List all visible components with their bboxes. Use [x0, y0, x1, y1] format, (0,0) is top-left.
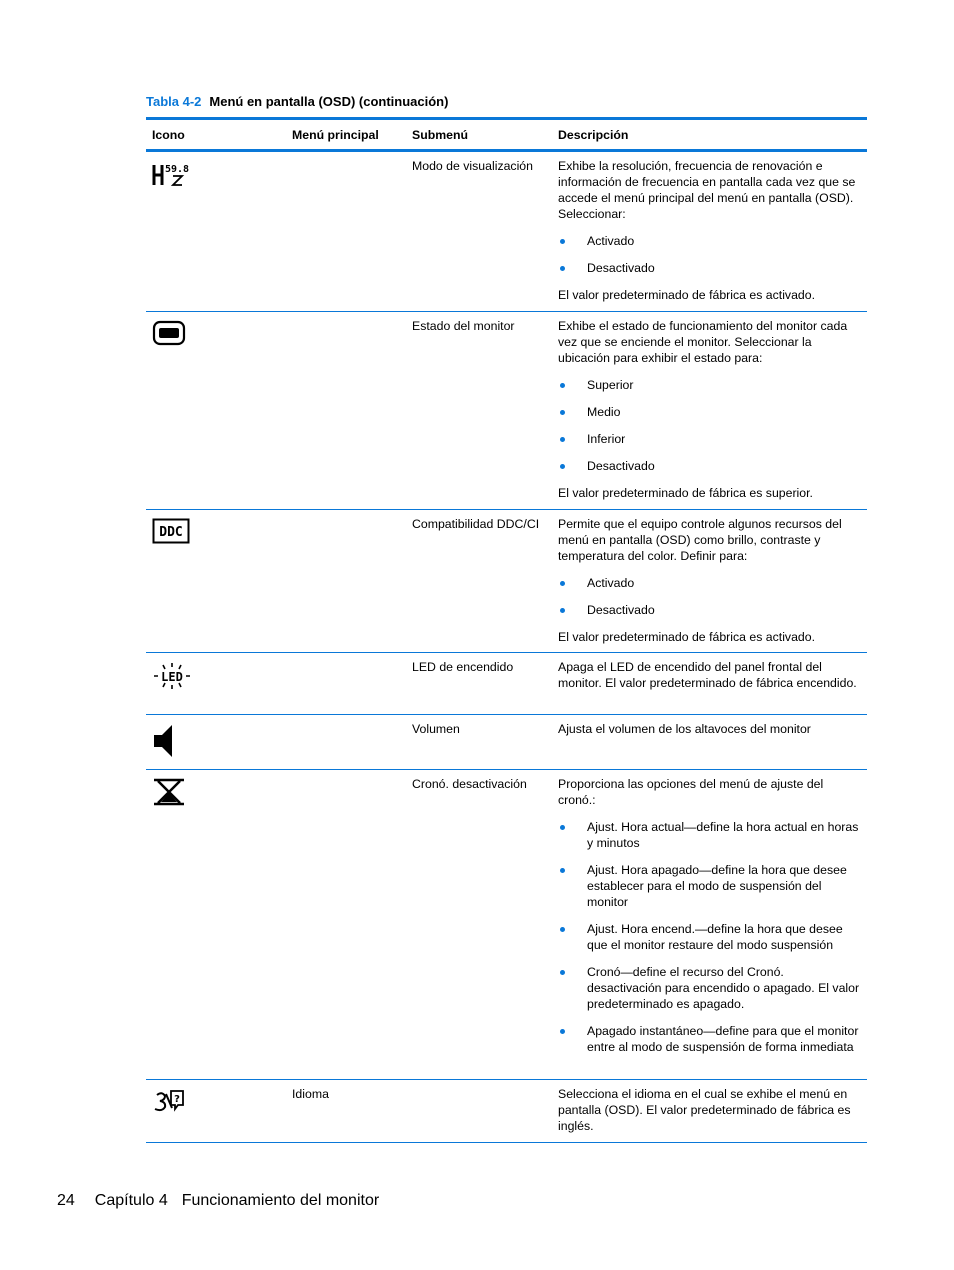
chapter-label: Capítulo 4	[94, 1192, 168, 1209]
submenu-cell: LED de encendido	[406, 653, 552, 715]
list-item: Cronó—define el recurso del Cronó. desactivación para encendido o apagado. El valor predeterminado es apagado.	[558, 964, 861, 1012]
list-item: Apagado instantáneo—define para que el monitor entre al modo de suspensión de forma inmediata	[558, 1023, 861, 1055]
svg-text:LED: LED	[161, 670, 183, 684]
option-list	[558, 575, 861, 618]
main-menu-cell	[286, 770, 406, 1080]
svg-text:DDC: DDC	[159, 525, 183, 540]
submenu-cell	[406, 1080, 552, 1143]
language-icon	[152, 1088, 280, 1114]
main-menu-cell	[286, 510, 406, 653]
list-item: Ajust. Hora actual—define la hora actual en horas y minutos	[558, 819, 861, 851]
description-text: Exhibe el estado de funcionamiento del monitor cada vez que se enciende el monitor. Seleccionar la ubicación para exhibir el estado para:	[558, 319, 848, 365]
submenu-cell: Cronó. desactivación	[406, 770, 552, 1080]
table-number: Tabla 4-2	[146, 94, 202, 109]
main-menu-cell: Idioma	[286, 1080, 406, 1143]
list-item: Ajust. Hora encend.—define la hora que desee que el monitor restaure del modo suspensión	[558, 921, 861, 953]
list-item: Inferior	[558, 431, 861, 447]
svg-text:?: ?	[174, 1094, 180, 1105]
main-menu-cell	[286, 653, 406, 715]
description-text: Permite que el equipo controle algunos recursos del menú en pantalla (OSD) como brillo, contraste y temperatura del color. Definir para:	[558, 517, 842, 563]
list-item: Superior	[558, 377, 861, 393]
description-text: Selecciona el idioma en el cual se exhibe el menú en pantalla (OSD). El valor predeterminado de fábrica es inglés.	[558, 1087, 851, 1133]
power-led-icon	[152, 661, 280, 691]
main-menu-cell	[286, 715, 406, 770]
submenu-cell: Modo de visualización	[406, 151, 552, 312]
page-number: 24	[57, 1192, 75, 1209]
description-cell	[552, 151, 867, 312]
list-item: Activado	[558, 233, 861, 249]
description-text: Ajusta el volumen de los altavoces del monitor	[558, 722, 811, 736]
submenu-cell: Volumen	[406, 715, 552, 770]
icon-cell	[146, 1080, 286, 1143]
main-menu-cell	[286, 312, 406, 510]
list-item: Activado	[558, 575, 861, 591]
description-cell	[552, 653, 867, 715]
list-item: Desactivado	[558, 458, 861, 474]
icon-cell	[146, 653, 286, 715]
icon-cell	[146, 510, 286, 653]
osd-menu-table	[146, 117, 867, 1143]
description-cell	[552, 510, 867, 653]
svg-text:59.8: 59.8	[165, 164, 190, 175]
monitor-status-icon	[152, 320, 280, 346]
icon-cell	[146, 151, 286, 312]
default-note: El valor predeterminado de fábrica es superior.	[558, 486, 813, 500]
icon-cell	[146, 312, 286, 510]
option-list	[558, 377, 861, 474]
icon-cell	[146, 715, 286, 770]
list-item: Desactivado	[558, 260, 861, 276]
page-footer	[57, 1192, 379, 1210]
speaker-icon	[152, 723, 280, 759]
default-note: El valor predeterminado de fábrica es activado.	[558, 288, 816, 302]
description-cell	[552, 770, 867, 1080]
submenu-cell: Compatibilidad DDC/CI	[406, 510, 552, 653]
description-text: Proporciona las opciones del menú de ajuste del cronó.:	[558, 777, 824, 807]
table-row	[146, 510, 867, 653]
table-row	[146, 653, 867, 715]
main-menu-cell	[286, 151, 406, 312]
list-item: Medio	[558, 404, 861, 420]
ddc-icon	[152, 518, 280, 544]
submenu-cell: Estado del monitor	[406, 312, 552, 510]
icon-cell	[146, 770, 286, 1080]
table-row	[146, 312, 867, 510]
table-row	[146, 770, 867, 1080]
table-title: Menú en pantalla (OSD) (continuación)	[209, 94, 449, 109]
list-item: Ajust. Hora apagado—define la hora que desee establecer para el modo de suspensión del monitor	[558, 862, 861, 910]
option-list	[558, 819, 861, 1055]
description-text: Exhibe la resolución, frecuencia de renovación e información de frecuencia en pantalla cada vez que se accede el menú principal del menú en pantalla (OSD). Seleccionar:	[558, 159, 856, 221]
chapter-title: Funcionamiento del monitor	[181, 1192, 380, 1209]
table-row	[146, 1080, 867, 1143]
header-submenu: Submenú	[406, 119, 552, 151]
header-description: Descripción	[552, 119, 867, 151]
table-caption	[146, 94, 448, 109]
table-header-row	[146, 119, 867, 151]
table-row	[146, 715, 867, 770]
description-cell	[552, 1080, 867, 1143]
hourglass-icon	[152, 778, 280, 806]
header-icon: Icono	[146, 119, 286, 151]
default-note: El valor predeterminado de fábrica es activado.	[558, 630, 816, 644]
table-row	[146, 151, 867, 312]
description-text: Apaga el LED de encendido del panel frontal del monitor. El valor predeterminado de fábrica encendido.	[558, 660, 857, 690]
header-main-menu: Menú principal	[286, 119, 406, 151]
list-item: Desactivado	[558, 602, 861, 618]
display-mode-icon	[152, 160, 280, 188]
description-cell	[552, 715, 867, 770]
description-cell	[552, 312, 867, 510]
option-list	[558, 233, 861, 276]
